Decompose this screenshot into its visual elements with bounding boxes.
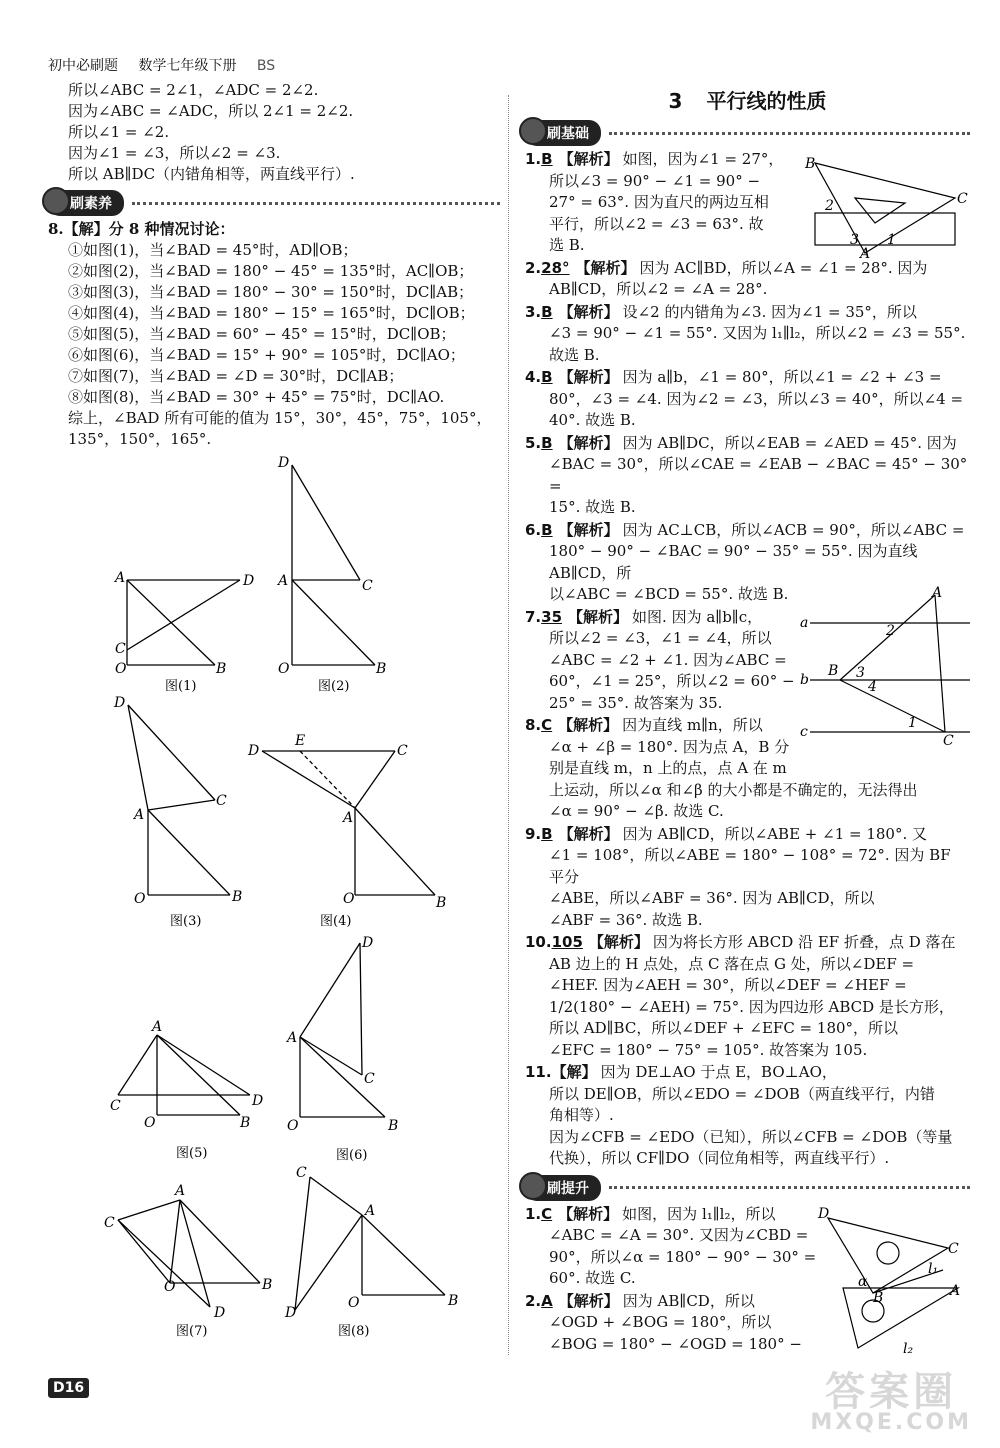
svg-text:1: 1 — [908, 715, 917, 731]
question-block — [525, 824, 970, 932]
svg-text:A: A — [175, 1183, 186, 1199]
question-line — [525, 997, 970, 1019]
question-line — [525, 367, 970, 389]
question-line — [525, 801, 970, 823]
question-block — [525, 433, 970, 519]
svg-text:D: D — [818, 1206, 830, 1222]
svg-text:D: D — [285, 1305, 297, 1321]
answer: C — [541, 1204, 553, 1223]
question-line — [525, 824, 970, 846]
svg-text:O: O — [164, 1279, 176, 1295]
solution-line: ⑧如图(8)，当∠BAD = 30° + 45° = 75°时，DC∥AO. — [68, 388, 445, 406]
svg-text:a: a — [800, 615, 809, 631]
question-line — [525, 433, 970, 455]
analysis-tag: 【解析】 — [568, 607, 629, 626]
svg-text:A: A — [343, 810, 354, 826]
svg-text:D: D — [252, 1093, 264, 1109]
answer: 35 — [541, 607, 563, 626]
subject-name: 数学七年级下册 — [138, 58, 237, 74]
page-number: D16 — [48, 1378, 89, 1398]
question-line — [525, 932, 970, 954]
svg-text:E: E — [295, 733, 306, 749]
svg-text:B: B — [873, 1290, 884, 1306]
svg-text:图(4): 图(4) — [320, 914, 352, 929]
svg-text:图(2): 图(2) — [318, 679, 350, 694]
figure-adv-q1-triangles — [818, 1208, 968, 1363]
figures-1-to-8 — [100, 455, 500, 1355]
line-text: 故选 B. — [549, 345, 600, 364]
svg-text:l₂: l₂ — [903, 1341, 914, 1357]
question-block — [525, 258, 970, 301]
watermark: 答案圈 MXQE.COM — [810, 1369, 972, 1435]
line-text: ∠HEF. 因为∠AEH = 30°，所以∠DEF = ∠HEF = — [549, 976, 907, 994]
line-text: 因为将长方形 ABCD 沿 EF 折叠，点 D 落在 — [652, 933, 956, 951]
svg-text:B: B — [828, 663, 839, 679]
svg-text:图(8): 图(8) — [338, 1324, 370, 1339]
line-text: 选 B. — [549, 236, 585, 254]
section-title: 3 平行线的性质 — [668, 89, 827, 113]
column-divider — [508, 95, 509, 1355]
figure-4 — [247, 733, 446, 929]
question-line — [525, 780, 970, 802]
line-text: 所以∠3 = 90° − ∠1 = 90° − — [549, 171, 761, 190]
svg-text:O: O — [348, 1295, 360, 1311]
line-text: 因为 AC∥BD，所以∠A = ∠1 = 28°. 因为 — [639, 258, 928, 277]
left-top-text — [48, 80, 500, 185]
answer: B — [541, 368, 553, 386]
brush-icon — [519, 1172, 547, 1200]
svg-text:B: B — [388, 1118, 399, 1134]
figure-q1-ruler-triangle — [805, 156, 968, 262]
svg-text:1: 1 — [887, 232, 896, 248]
svg-text:2: 2 — [886, 623, 895, 639]
banner-shu-ti-sheng: 刷提升 — [525, 1174, 970, 1202]
analysis-tag: 【解析】 — [558, 1204, 619, 1223]
text-line: 所以∠1 = ∠2. — [68, 123, 170, 141]
question-line — [525, 1040, 970, 1062]
line-text: 因为 a∥b，∠1 = 80°，所以∠1 = ∠2 + ∠3 = — [622, 368, 942, 386]
question-block — [525, 1062, 970, 1170]
question-line — [525, 520, 970, 542]
svg-text:O: O — [287, 1118, 299, 1134]
svg-text:B: B — [240, 1115, 251, 1131]
line-text: 40°. 故选 B. — [549, 411, 636, 429]
left-column — [48, 80, 500, 450]
svg-text:D: D — [114, 695, 126, 711]
question-line — [525, 302, 970, 324]
line-text: 因为 AB∥DC，所以∠EAB = ∠AED = 45°. 因为 — [622, 433, 957, 452]
svg-text:B: B — [216, 661, 227, 677]
svg-text:D: D — [362, 935, 374, 951]
svg-text:C: C — [362, 578, 373, 594]
line-text: ∠3 = 90° − ∠1 = 55°. 又因为 l₁∥l₂，所以∠2 = ∠3 = 55°. — [549, 324, 966, 342]
analysis-tag: 【解析】 — [558, 1291, 619, 1310]
question-line — [525, 758, 970, 780]
svg-text:C: C — [957, 191, 968, 207]
solution-line: ④如图(4)，当∠BAD = 180° − 15° = 165°时，DC∥OB； — [68, 304, 475, 322]
svg-text:c: c — [800, 724, 808, 740]
svg-text:A: A — [115, 570, 126, 586]
svg-text:C: C — [296, 1165, 307, 1181]
line-text: 设∠2 的内错角为∠3. 因为∠1 = 35°，所以 — [622, 302, 917, 321]
question-number: 11. — [525, 1063, 552, 1081]
q8-heading: 8.【解】分 8 种情况讨论： — [48, 220, 235, 238]
svg-text:4: 4 — [868, 679, 877, 695]
line-text: 如图，因为 l₁∥l₂，所以 — [622, 1204, 776, 1223]
line-text: 因为 AB∥CD，所以∠ABE + ∠1 = 180°. 又 — [622, 824, 928, 843]
answer: A — [541, 1291, 553, 1310]
line-text: 角相等）. — [549, 1106, 614, 1124]
svg-text:l₁: l₁ — [928, 1261, 939, 1277]
question-number: 5. — [525, 433, 542, 452]
analysis-tag: 【解析】 — [575, 258, 636, 277]
edition-label: BS — [256, 58, 276, 74]
analysis-tag: 【解析】 — [558, 150, 619, 168]
q8-solution — [48, 240, 500, 450]
question-number: 10. — [525, 933, 552, 951]
svg-text:A: A — [287, 1030, 298, 1046]
figure-6 — [285, 935, 398, 1163]
question-line — [525, 497, 970, 519]
svg-text:C: C — [104, 1215, 115, 1231]
svg-text:B: B — [262, 1277, 273, 1293]
banner-shu-su-yang: 刷素养 — [48, 189, 500, 217]
line-text: 别是直线 m，n 上的点，点 A 在 m — [549, 759, 787, 777]
analysis-tag: 【解析】 — [558, 520, 619, 539]
banner-shu-ji-chu: 刷基础 — [525, 119, 970, 147]
text-line: 所以∠ABC = 2∠1，∠ADC = 2∠2. — [68, 81, 319, 99]
svg-text:A: A — [932, 585, 943, 601]
solution-line: ⑥如图(6)，当∠BAD = 15° + 90° = 105°时，DC∥AO； — [68, 346, 465, 364]
line-text: 90°，所以∠α = 180° − 90° − 30° = — [549, 1247, 817, 1266]
figure-2 — [276, 455, 386, 694]
line-text: ∠EFC = 180° − 75° = 105°. 故答案为 105. — [549, 1040, 868, 1059]
svg-text:α: α — [858, 1274, 868, 1290]
line-text: ∠OGD + ∠BOG = 180°，所以 — [549, 1313, 772, 1331]
figure-q7-parallel-lines — [800, 585, 970, 749]
line-text: 180° − 90° − ∠BAC = 90° − 35° = 55°. 因为直线 AB∥CD，所 — [549, 542, 918, 582]
svg-text:B: B — [376, 661, 387, 677]
question-line — [525, 975, 970, 997]
question-line — [525, 345, 970, 367]
question-line — [525, 258, 970, 280]
svg-text:A: A — [365, 1203, 376, 1219]
svg-text:D: D — [278, 455, 290, 471]
book-name: 初中必刷题 — [48, 58, 118, 74]
question-line — [525, 1018, 970, 1040]
question-number: 6. — [525, 520, 542, 539]
line-text: 因为 DE⊥AO 于点 E，BO⊥AO， — [600, 1063, 837, 1081]
question-number: 2. — [525, 258, 542, 277]
line-text: ∠α = 90° − ∠β. 故选 C. — [549, 802, 724, 820]
svg-text:B: B — [448, 1293, 459, 1309]
svg-text:O: O — [343, 891, 355, 907]
svg-text:O: O — [134, 891, 146, 907]
question-number: 9. — [525, 824, 542, 843]
line-text: ∠BOG = 180° − ∠OGD = 180° − — [549, 1334, 802, 1353]
figure-1 — [113, 570, 254, 694]
question-line — [525, 888, 970, 910]
svg-text:C: C — [110, 1098, 121, 1114]
svg-text:A: A — [950, 1283, 961, 1299]
question-line — [525, 1084, 970, 1106]
text-line: 因为∠1 = ∠3，所以∠2 = ∠3. — [68, 144, 281, 162]
line-text: 因为直线 m∥n，所以 — [622, 716, 763, 734]
solution-line: 综上，∠BAD 所有可能的值为 15°，30°，45°，75°，105°， — [68, 409, 492, 427]
line-text: 代换），所以 CF∥DO（同位角相等，两直线平行）. — [549, 1149, 890, 1167]
line-text: 60°，∠1 = 25°，所以∠2 = 60° − — [549, 672, 795, 690]
line-text: ∠BAC = 30°，所以∠CAE = ∠EAB − ∠BAC = 45° − 30° = — [549, 455, 968, 495]
question-number: 7. — [525, 607, 542, 626]
question-number: 2. — [525, 1291, 542, 1310]
question-number: 3. — [525, 302, 542, 321]
figure-5 — [110, 1019, 263, 1161]
line-text: ∠ABF = 36°. 故选 B. — [549, 910, 703, 929]
line-text: 上运动，所以∠α 和∠β 的大小都是不确定的，无法得出 — [549, 780, 918, 799]
line-text: ∠ABC = ∠A = 30°. 又因为∠CBD = — [549, 1226, 809, 1244]
question-line — [525, 1062, 970, 1084]
line-text: 所以 AD∥BC，所以∠DEF + ∠EFC = 180°，所以 — [549, 1019, 899, 1037]
svg-text:C: C — [115, 641, 126, 657]
answer: B — [541, 824, 553, 843]
line-text: 以∠ABC = ∠BCD = 55°. 故选 B. — [549, 585, 789, 603]
text-line: 所以 AB∥DC（内错角相等，两直线平行）. — [68, 165, 355, 183]
question-number: 1. — [525, 150, 542, 168]
svg-text:A: A — [134, 807, 145, 823]
question-block — [525, 932, 970, 1061]
analysis-tag: 【解析】 — [558, 824, 619, 843]
line-text: 1/2(180° − ∠AEH) = 75°. 因为四边形 ABCD 是长方形， — [549, 997, 954, 1016]
analysis-tag: 【解析】 — [558, 302, 619, 321]
line-text: ∠ABC = ∠2 + ∠1. 因为∠ABC = — [549, 650, 787, 669]
analysis-tag: 【解析】 — [558, 433, 619, 452]
line-text: 25° = 35°. 故答案为 35. — [549, 693, 723, 712]
svg-text:B: B — [805, 156, 816, 172]
svg-text:A: A — [152, 1019, 163, 1035]
svg-text:C: C — [943, 733, 954, 749]
svg-text:D: D — [243, 573, 255, 589]
figure-7 — [104, 1183, 272, 1339]
line-text: ∠α + ∠β = 180°. 因为点 A，B 分 — [549, 737, 790, 756]
question-line — [525, 845, 970, 888]
answer: 105 — [551, 933, 583, 951]
svg-text:O: O — [144, 1115, 156, 1131]
svg-text:O: O — [278, 661, 290, 677]
line-text: 80°，∠3 = ∠4. 因为∠2 = ∠3，所以∠3 = 40°，所以∠4 = — [549, 389, 964, 408]
line-text: ∠ABE，所以∠ABF = 36°. 因为 AB∥CD，所以 — [549, 889, 875, 907]
svg-text:图(5): 图(5) — [176, 1146, 208, 1161]
svg-text:O: O — [115, 661, 127, 677]
brush-icon — [519, 117, 547, 145]
text-line: 因为∠ABC = ∠ADC，所以 2∠1 = 2∠2. — [68, 102, 354, 120]
question-line — [525, 323, 970, 345]
svg-text:C: C — [216, 793, 227, 809]
question-number: 4. — [525, 368, 542, 386]
solution-line: ②如图(2)，当∠BAD = 180° − 45° = 135°时，AC∥OB； — [68, 262, 474, 280]
svg-text:3: 3 — [850, 232, 859, 248]
question-block — [525, 367, 970, 432]
answer: B — [541, 302, 553, 321]
svg-text:B: B — [232, 889, 243, 905]
question-line — [525, 954, 970, 976]
question-line — [525, 1105, 970, 1127]
solution-line: ①如图(1)，当∠BAD = 45°时，AD∥OB； — [68, 241, 358, 259]
line-text: 所以∠2 = ∠3，∠1 = ∠4，所以 — [549, 629, 772, 647]
brush-icon — [42, 187, 70, 215]
svg-text:2: 2 — [825, 198, 834, 214]
figure-3 — [113, 695, 242, 929]
svg-text:图(7): 图(7) — [176, 1324, 208, 1339]
solution-line: ⑦如图(7)，当∠BAD = ∠D = 30°时，DC∥AB； — [68, 367, 404, 385]
svg-text:C: C — [364, 1071, 375, 1087]
line-text: 27° = 63°. 因为直尺的两边互相 — [549, 193, 769, 211]
figure-8 — [284, 1165, 458, 1339]
line-text: 60°. 故选 C. — [549, 1269, 636, 1287]
svg-text:3: 3 — [856, 665, 865, 681]
svg-text:D: D — [248, 743, 260, 759]
line-text: 因为 AC⊥CB，所以∠ACB = 90°，所以∠ABC = — [622, 520, 965, 539]
answer: B — [541, 150, 553, 168]
line-text: 所以 DE∥OB，所以∠EDO = ∠DOB（两直线平行，内错 — [549, 1084, 935, 1103]
line-text: AB 边上的 H 点处，点 C 落在点 G 处，所以∠DEF = — [549, 954, 915, 973]
question-line — [525, 910, 970, 932]
line-text: 如图. 因为 a∥b∥c， — [632, 607, 763, 626]
svg-text:C: C — [948, 1241, 959, 1257]
solution-line: ⑤如图(5)，当∠BAD = 60° − 45° = 15°时，DC∥OB； — [68, 325, 456, 343]
answer: B — [541, 520, 553, 539]
question-line — [525, 279, 970, 301]
question-line — [525, 1127, 970, 1149]
question-block — [525, 302, 970, 367]
svg-text:A: A — [860, 246, 871, 262]
analysis-tag: 【解】 — [551, 1063, 597, 1081]
analysis-tag: 【解析】 — [558, 368, 619, 386]
line-text: 因为 AB∥CD，所以 — [622, 1291, 755, 1310]
svg-text:C: C — [397, 743, 408, 759]
svg-text:图(1): 图(1) — [165, 679, 197, 694]
svg-text:A: A — [278, 573, 289, 589]
line-text: 平行，所以∠2 = ∠3 = 63°. 故 — [549, 214, 764, 233]
line-text: 15°. 故选 B. — [549, 498, 636, 516]
svg-text:图(6): 图(6) — [336, 1148, 368, 1163]
line-text: 因为∠CFB = ∠EDO（已知），所以∠CFB = ∠DOB（等量 — [549, 1127, 953, 1146]
question-line — [525, 1148, 970, 1170]
analysis-tag: 【解析】 — [588, 933, 649, 951]
line-text: ∠1 = 108°，所以∠ABE = 180° − 108° = 72°. 因为 BF 平分 — [549, 846, 951, 886]
solution-line: 135°，150°，165°. — [68, 430, 212, 448]
running-header — [48, 55, 291, 75]
line-text: 如图，因为∠1 = 27°， — [622, 150, 784, 168]
solution-line: ③如图(3)，当∠BAD = 180° − 30° = 150°时，DC∥AB； — [68, 283, 474, 301]
svg-text:B: B — [436, 895, 447, 911]
question-line — [525, 541, 970, 584]
question-line — [525, 410, 970, 432]
answer: B — [541, 433, 553, 452]
svg-text:b: b — [800, 672, 809, 688]
line-text: AB∥CD，所以∠2 = ∠A = 28°. — [549, 280, 768, 298]
question-line — [525, 389, 970, 411]
question-line — [525, 454, 970, 497]
svg-text:D: D — [214, 1305, 226, 1321]
analysis-tag: 【解析】 — [558, 716, 619, 734]
svg-text:图(3): 图(3) — [170, 914, 202, 929]
question-number: 1. — [525, 1204, 542, 1223]
question-number: 8. — [525, 716, 542, 734]
answer: 28° — [541, 258, 570, 277]
answer: C — [541, 716, 553, 734]
